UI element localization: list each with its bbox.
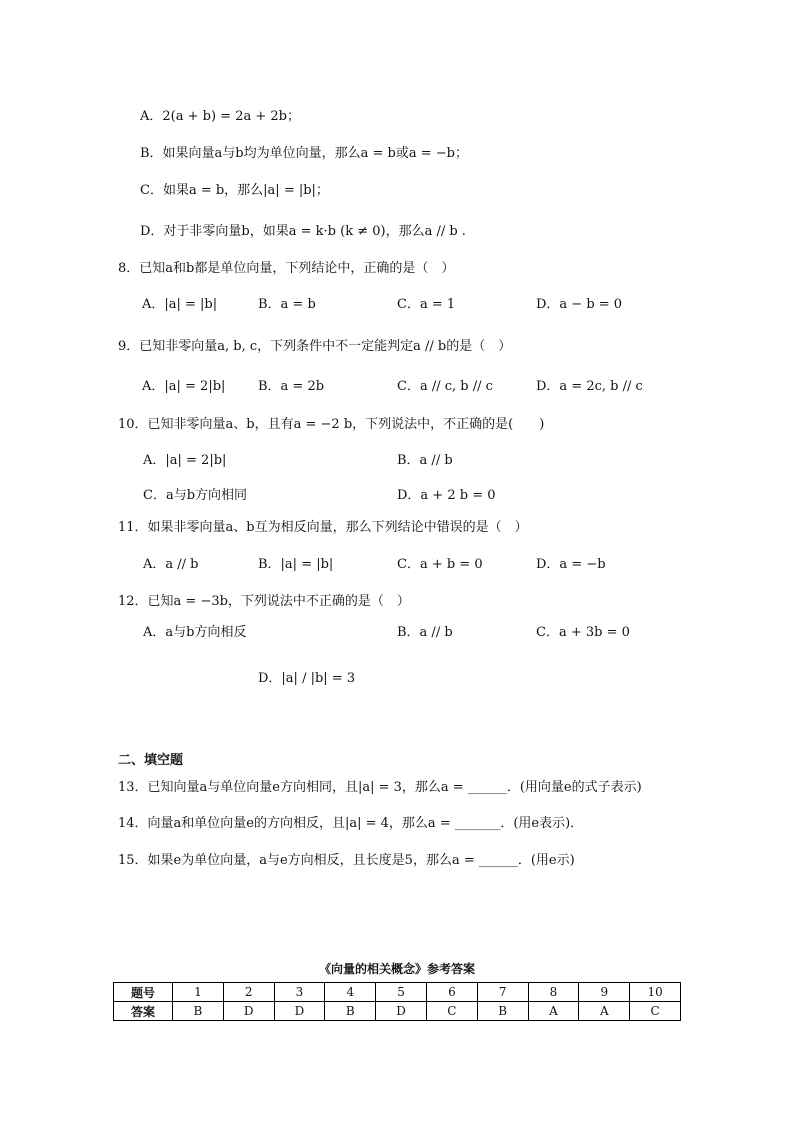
question-number: 2 <box>223 983 274 1002</box>
q13-text: 13．已知向量a与单位向量e方向相同，且|a| = 3，那么a = ______．(用向量e的式子表示) <box>118 780 642 795</box>
answer-value: B <box>477 1002 528 1021</box>
answer-value: A <box>528 1002 579 1021</box>
answer-value: D <box>274 1002 325 1021</box>
q11-option-d: D．a = −b <box>536 557 606 572</box>
answer-value: B <box>325 1002 376 1021</box>
question-number: 8 <box>528 983 579 1002</box>
header-label: 题号 <box>114 983 173 1002</box>
question-number: 6 <box>426 983 477 1002</box>
q12-stem: 12．已知a = −3b，下列说法中不正确的是（ ） <box>118 594 410 609</box>
answer-value: C <box>426 1002 477 1021</box>
q9-option-a: A．|a| = 2|b| <box>142 379 226 394</box>
q15-text: 15．如果e为单位向量，a与e方向相反，且长度是5，那么a = ______．(用e示) <box>118 853 575 868</box>
question-number: 5 <box>376 983 427 1002</box>
q10-stem: 10．已知非零向量a、b，且有a = −2 b，下列说法中，不正确的是( ) <box>118 417 545 432</box>
q12-option-b: B．a // b <box>397 625 453 640</box>
answer-table-header-row <box>114 983 681 1002</box>
q10-option-b: B．a // b <box>397 453 453 468</box>
q9-stem: 9．已知非零向量a, b, c，下列条件中不一定能判定a // b的是（ ） <box>118 339 512 354</box>
answer-table-answer-row <box>114 1002 681 1021</box>
q14-text: 14．向量a和单位向量e的方向相反，且|a| = 4，那么a = _______．(用e表示)． <box>118 816 584 831</box>
answer-key-title: 《向量的相关概念》参考答案 <box>318 962 475 976</box>
q11-option-c: C．a + b = 0 <box>397 557 483 572</box>
question-number: 10 <box>630 983 681 1002</box>
q12-option-a: A．a与b方向相反 <box>143 625 247 640</box>
answer-label: 答案 <box>114 1002 173 1021</box>
q11-option-b: B．|a| = |b| <box>258 557 334 572</box>
q10-option-c: C．a与b方向相同 <box>143 488 248 503</box>
question-number: 1 <box>173 983 224 1002</box>
section-heading-fill-in: 二、填空题 <box>118 753 184 768</box>
q8-option-a: A．|a| = |b| <box>142 297 218 312</box>
q10-option-d: D．a + 2 b = 0 <box>397 488 496 503</box>
q8-stem: 8．已知a和b都是单位向量，下列结论中，正确的是（ ） <box>118 261 455 276</box>
q8-option-b: B．a = b <box>258 297 316 312</box>
answer-value: A <box>579 1002 630 1021</box>
q7-option-b: B．如果向量a与b均为单位向量，那么a = b或a = −b； <box>140 146 468 161</box>
q11-stem: 11．如果非零向量a、b互为相反向量，那么下列结论中错误的是（ ） <box>118 520 528 535</box>
q9-option-c: C．a // c, b // c <box>397 379 493 394</box>
q8-option-c: C．a = 1 <box>397 297 456 312</box>
q7-option-c: C．如果a = b，那么|a| = |b|； <box>140 183 329 198</box>
q11-option-a: A．a // b <box>143 557 199 572</box>
q9-option-d: D．a = 2c, b // c <box>536 379 643 394</box>
answer-value: C <box>630 1002 681 1021</box>
q10-option-a: A．|a| = 2|b| <box>143 453 227 468</box>
question-number: 3 <box>274 983 325 1002</box>
answer-table <box>113 982 681 1021</box>
question-number: 7 <box>477 983 528 1002</box>
question-number: 9 <box>579 983 630 1002</box>
answer-value: D <box>223 1002 274 1021</box>
q8-option-d: D．a − b = 0 <box>536 297 623 312</box>
q7-option-d: D．对于非零向量b，如果a = k·b (k ≠ 0)，那么a // b . <box>140 224 466 239</box>
q9-option-b: B．a = 2b <box>258 379 325 394</box>
q12-option-d: D．|a| / |b| = 3 <box>258 671 356 686</box>
q12-option-c: C．a + 3b = 0 <box>536 625 630 640</box>
answer-value: D <box>376 1002 427 1021</box>
question-number: 4 <box>325 983 376 1002</box>
q7-option-a: A．2(a + b) = 2a + 2b； <box>140 109 300 124</box>
answer-value: B <box>173 1002 224 1021</box>
